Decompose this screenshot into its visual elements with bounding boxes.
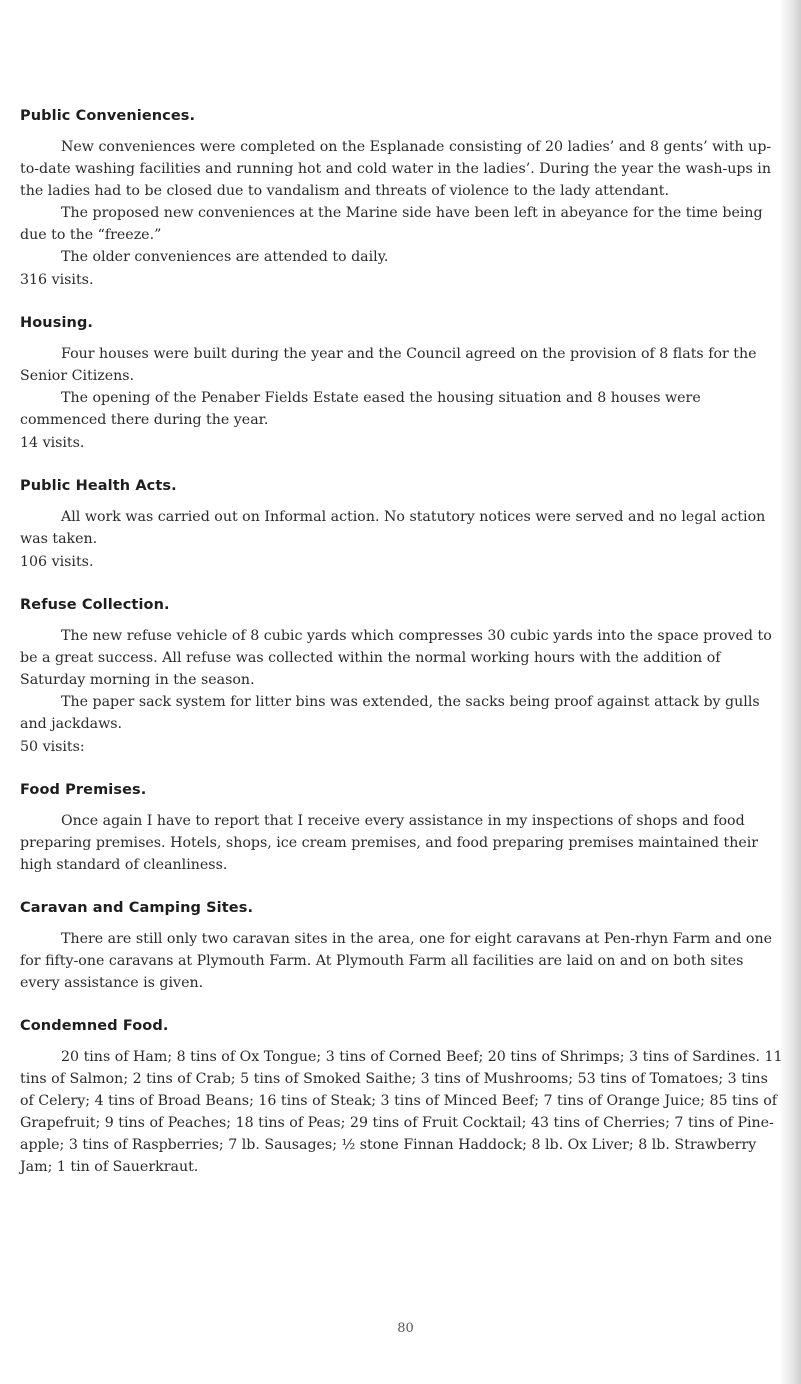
- section-refuse-collection: [20, 597, 785, 758]
- section-public-conveniences: [20, 108, 785, 291]
- visits-count: 316 visits.: [20, 272, 94, 288]
- paragraph: The opening of the Penaber Fields Estate eased the housing situation and 8 houses were commenced there during the year.: [20, 390, 701, 428]
- visits-count: 14 visits.: [20, 435, 85, 451]
- visits-count: 106 visits.: [20, 554, 94, 570]
- section-public-health-acts: [20, 478, 785, 573]
- page-number: 80: [397, 1321, 414, 1336]
- section-food-premises: [20, 782, 785, 876]
- section-condemned-food: [20, 1018, 785, 1178]
- section-heading: Housing.: [20, 315, 94, 331]
- section-heading: Refuse Collection.: [20, 597, 170, 613]
- section-heading: Public Conveniences.: [20, 108, 196, 124]
- paragraph: Four houses were built during the year and the Council agreed on the provision of 8 flats for the Senior Citizens.: [20, 346, 757, 384]
- paragraph: The new refuse vehicle of 8 cubic yards which compresses 30 cubic yards into the space proved to be a great success. All refuse was collected within the normal working hours with the addition of Saturday morning in the season.: [20, 628, 772, 688]
- paragraph: The older conveniences are attended to daily.: [61, 249, 389, 265]
- section-caravan-camping-sites: [20, 900, 785, 994]
- paragraph: All work was carried out on Informal action. No statutory notices were served and no legal action was taken.: [20, 509, 766, 547]
- section-heading: Food Premises.: [20, 782, 147, 798]
- section-heading: Caravan and Camping Sites.: [20, 900, 254, 916]
- paragraph: New conveniences were completed on the Esplanade consisting of 20 ladies’ and 8 gents’ with up-to-date washing facilities and running hot and cold water in the ladies’. During the year the wash-ups in the ladies had to be closed due to vandalism and threats of violence to the lady attendant.: [20, 139, 772, 199]
- paragraph: Once again I have to report that I receive every assistance in my inspections of shops and food preparing premises. Hotels, shops, ice cream premises, and food preparing premises maintained their high standard of cleanliness.: [20, 813, 759, 873]
- paragraph: 20 tins of Ham; 8 tins of Ox Tongue; 3 tins of Corned Beef; 20 tins of Shrimps; 3 tins of Sardines. 11 tins of Salmon; 2 tins of Crab; 5 tins of Smoked Saithe; 3 tins of Mushrooms; 53 tins of Tomatoes; 3 tins of Celery; 4 tins of Broad Beans; 16 tins of Steak; 3 tins of Minced Beef; 7 tins of Orange Juice; 85 tins of Grapefruit; 9 tins of Peaches; 18 tins of Peas; 29 tins of Fruit Cocktail; 43 tins of Cherries; 7 tins of Pine-apple; 3 tins of Raspberries; 7 lb. Sausages; ½ stone Finnan Haddock; 8 lb. Ox Liver; 8 lb. Strawberry Jam; 1 tin of Sauerkraut.: [20, 1049, 783, 1175]
- section-housing: [20, 315, 785, 454]
- visits-count: 50 visits:: [20, 739, 85, 755]
- section-heading: Condemned Food.: [20, 1018, 169, 1034]
- paragraph: The paper sack system for litter bins was extended, the sacks being proof against attack by gulls and jackdaws.: [20, 694, 760, 732]
- section-heading: Public Health Acts.: [20, 478, 177, 494]
- paragraph: The proposed new conveniences at the Marine side have been left in abeyance for the time being due to the “freeze.”: [20, 205, 763, 243]
- paragraph: There are still only two caravan sites in the area, one for eight caravans at Pen-rhyn Farm and one for fifty-one caravans at Plymouth Farm. At Plymouth Farm all facilities are laid on and on both sites every assistance is given.: [20, 931, 773, 991]
- document-body: [20, 108, 785, 1202]
